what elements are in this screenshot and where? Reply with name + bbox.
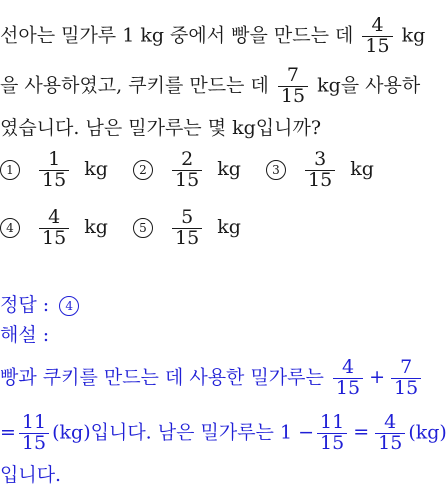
choice-1[interactable] — [0, 150, 108, 191]
numerator: 4 — [48, 206, 61, 228]
question-text: kg을 사용하 — [317, 74, 421, 97]
numerator: 7 — [400, 356, 413, 378]
fraction — [391, 358, 421, 399]
question-text: 선아는 밀가루 1 kg 중에서 빵을 만드는 데 — [0, 24, 354, 47]
denominator: 15 — [391, 378, 421, 399]
fraction — [172, 150, 202, 191]
explanation-text: 입니다. — [0, 464, 62, 486]
unit: kg — [84, 216, 108, 239]
fraction — [333, 358, 363, 399]
numerator: 11 — [320, 411, 345, 433]
choice-number: 4 — [0, 218, 20, 238]
answer-line — [0, 296, 89, 316]
unit: kg — [350, 158, 374, 181]
unit: kg — [401, 24, 426, 47]
choice-number: 5 — [133, 218, 153, 238]
choice-number: 2 — [133, 160, 153, 180]
numerator: 11 — [21, 411, 47, 433]
choice-number: 3 — [266, 160, 286, 180]
fraction — [375, 413, 405, 454]
explanation-line-1 — [0, 358, 424, 399]
fraction — [172, 208, 202, 249]
explanation-label-line — [0, 326, 49, 345]
unit: kg — [217, 158, 241, 181]
question-line-3 — [0, 119, 321, 138]
fraction — [305, 150, 335, 191]
answer-label: 정답 : — [0, 294, 50, 316]
numerator: 7 — [286, 64, 299, 86]
equals-sign: = — [353, 421, 370, 444]
numerator: 1 — [48, 148, 61, 170]
choice-2[interactable] — [133, 150, 241, 191]
unit: kg — [84, 158, 108, 181]
unit: (kg) — [408, 421, 447, 444]
denominator: 15 — [39, 170, 69, 191]
explanation-text: (kg)입니다. 남은 밀가루는 1 − — [52, 421, 315, 444]
question-line-2 — [0, 66, 420, 107]
explanation-line-2 — [0, 413, 447, 454]
fraction — [19, 413, 49, 454]
question-text: 을 사용하였고, 쿠키를 만드는 데 — [0, 74, 269, 97]
numerator: 4 — [371, 14, 384, 36]
question-text: 였습니다. 남은 밀가루는 몇 kg입니까? — [0, 117, 322, 139]
denominator: 15 — [333, 378, 363, 399]
fraction — [317, 413, 347, 454]
choice-3[interactable] — [266, 150, 374, 191]
choice-4[interactable] — [0, 208, 108, 249]
denominator: 15 — [362, 36, 392, 57]
fraction — [278, 66, 308, 107]
denominator: 15 — [172, 228, 202, 249]
denominator: 15 — [19, 433, 49, 454]
plus-sign: + — [369, 366, 386, 389]
numerator: 5 — [181, 206, 194, 228]
numerator: 4 — [384, 411, 397, 433]
numerator: 3 — [314, 148, 327, 170]
answer-number: 4 — [59, 296, 79, 316]
numerator: 4 — [341, 356, 355, 378]
fraction — [39, 208, 69, 249]
denominator: 15 — [305, 170, 335, 191]
question-line-1 — [0, 16, 425, 57]
fraction — [362, 16, 392, 57]
explanation-line-3 — [0, 466, 61, 485]
choice-number: 1 — [0, 160, 20, 180]
choice-5[interactable] — [133, 208, 241, 249]
numerator: 2 — [181, 148, 194, 170]
explanation-text: 빵과 쿠키를 만드는 데 사용한 밀가루는 — [0, 366, 324, 389]
denominator: 15 — [317, 433, 347, 454]
denominator: 15 — [375, 433, 405, 454]
denominator: 15 — [172, 170, 202, 191]
unit: kg — [217, 216, 241, 239]
explanation-label: 해설 : — [0, 324, 50, 346]
equals-sign: = — [0, 421, 16, 444]
denominator: 15 — [278, 86, 308, 107]
denominator: 15 — [39, 228, 69, 249]
fraction — [39, 150, 69, 191]
